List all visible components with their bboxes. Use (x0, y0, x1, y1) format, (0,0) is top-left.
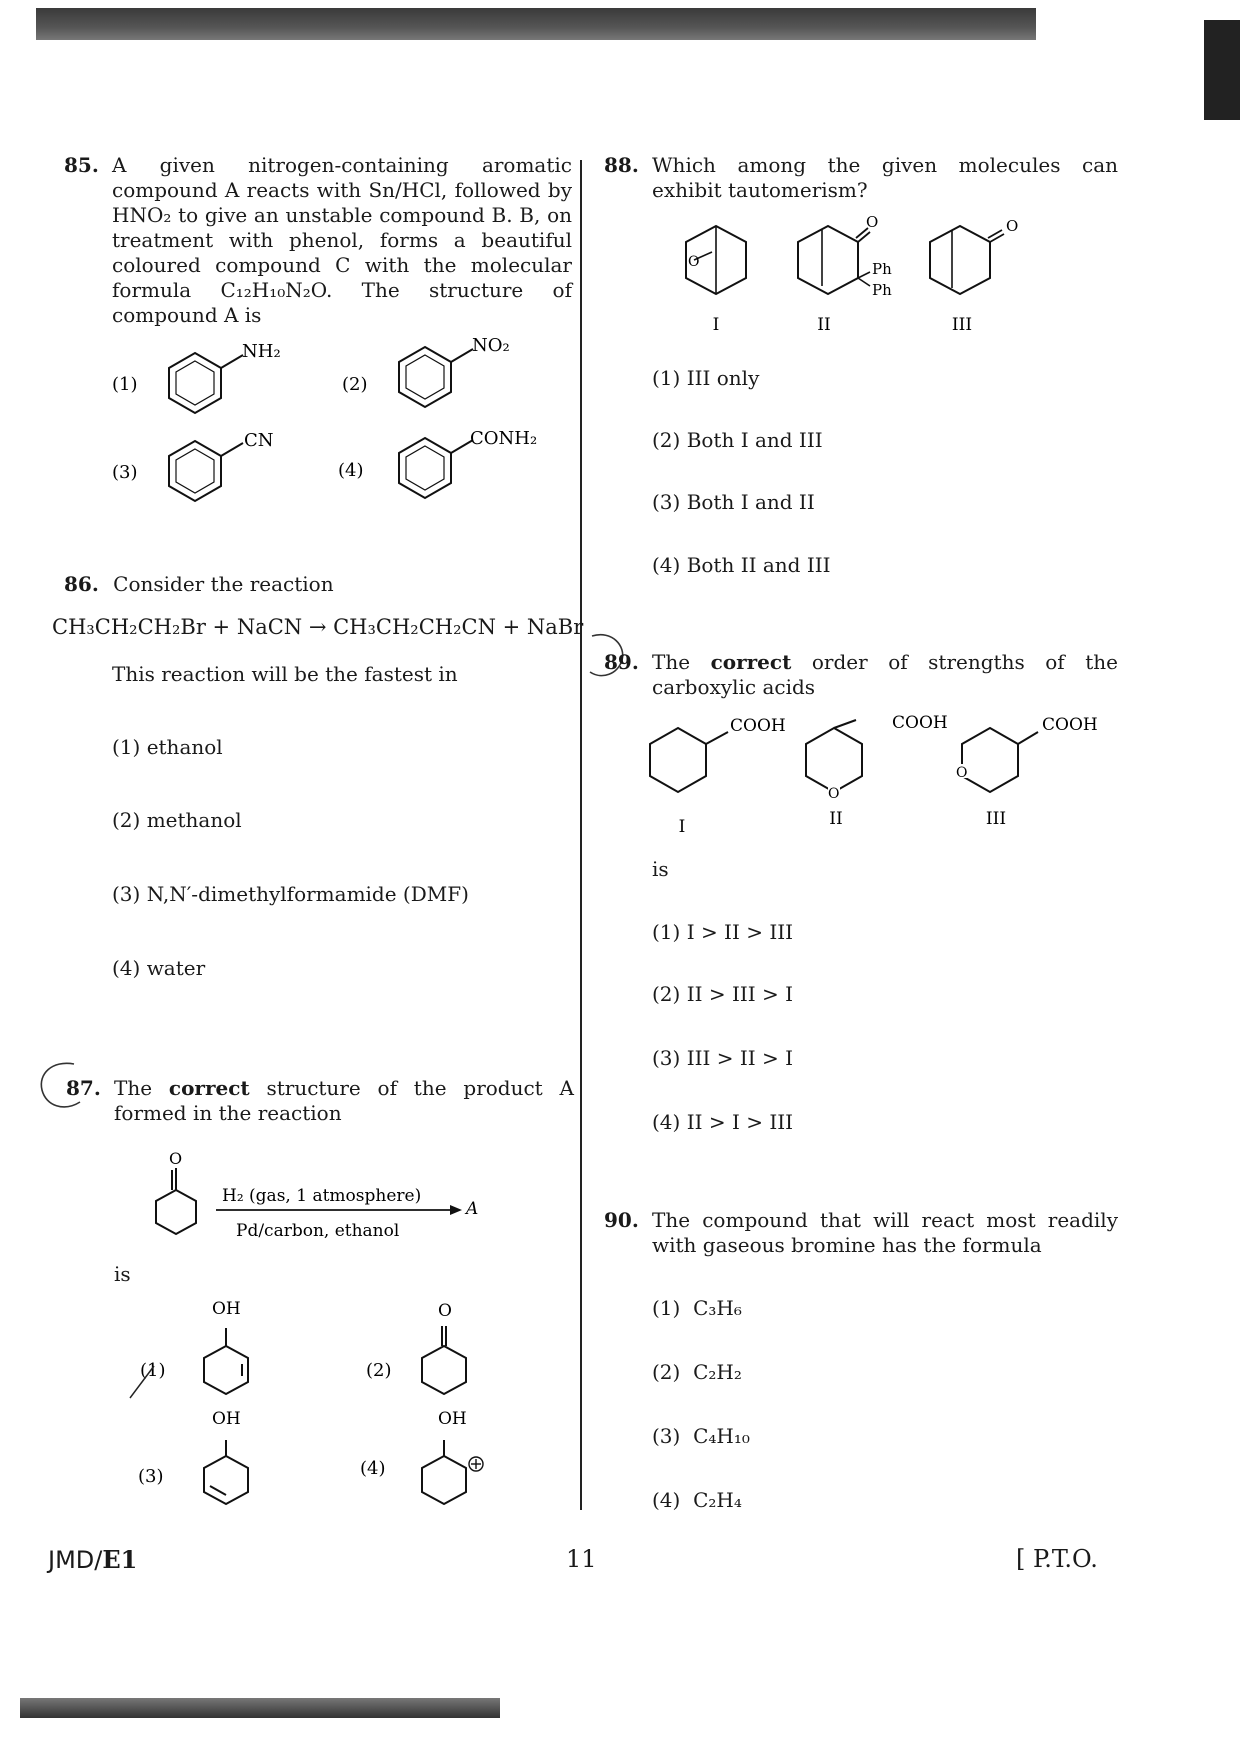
q87-options (110, 1290, 570, 1520)
option-label: (2) (342, 374, 368, 395)
scan-top-border (36, 8, 1036, 40)
benzene-ring (399, 438, 473, 498)
option-2[interactable]: (2) II > III > I (652, 982, 794, 1006)
option-3[interactable]: (3) C₄H₁₀ (652, 1424, 750, 1448)
question-88 (604, 153, 1118, 203)
product-label: A (466, 1199, 479, 1219)
svg-text:O: O (1006, 217, 1019, 235)
svg-text:OH: OH (438, 1409, 467, 1429)
option-4[interactable]: (4) water (112, 956, 206, 980)
reagent-bottom: Pd/carbon, ethanol (236, 1221, 400, 1241)
option-2[interactable]: (2) C₂H₂ (652, 1360, 742, 1384)
option-label: (3) (112, 462, 138, 483)
option-label: (2) (366, 1360, 392, 1381)
svg-text:O: O (438, 1301, 452, 1321)
svg-text:OH: OH (212, 1299, 241, 1319)
svg-text:OH: OH (212, 1409, 241, 1429)
option-3[interactable]: (3) III > II > I (652, 1046, 794, 1070)
svg-text:O: O (956, 765, 968, 781)
scan-bottom-border (20, 1698, 500, 1718)
scan-right-border (1204, 20, 1240, 120)
formula: C₃H₆ (693, 1296, 742, 1320)
q88-structures (660, 210, 1120, 340)
question-number: 87. (66, 1076, 101, 1100)
bicyclic-structure-I (686, 226, 746, 294)
formula: C₄H₁₀ (693, 1424, 750, 1448)
substituent-label: CN (244, 430, 274, 451)
structure-label: III (985, 809, 1007, 829)
cyclohexanol-cation-structure (422, 1440, 483, 1504)
option-label: (4) (338, 460, 364, 481)
structure-label: I (712, 315, 720, 335)
option-label: (1) (140, 1360, 166, 1381)
question-text: A given nitrogen-containing aromatic compound A reacts with Sn/HCl, followed by HNO₂ to give an unstable compound B. B, on treatment with phenol, forms a beautiful coloured compound C with the molecular formula C₁₂H₁₀N₂O. The structure of compound A is (112, 153, 572, 327)
svg-text:O: O (828, 786, 840, 802)
option-3[interactable]: (3) Both I and II (652, 490, 815, 514)
question-number: 88. (604, 153, 639, 177)
option-label: (1) (112, 374, 138, 395)
is-label: is (114, 1262, 131, 1286)
is-label: is (652, 857, 669, 881)
substituent-label: COOH (730, 716, 786, 736)
emphasis: correct (168, 1076, 250, 1100)
svg-text:O: O (866, 213, 879, 231)
structure-label: II (817, 315, 831, 335)
paper-code: JMD/E1 (48, 1545, 138, 1574)
emphasis: correct (710, 650, 792, 674)
question-86 (64, 572, 572, 597)
svg-text:O: O (688, 254, 700, 270)
question-text-2: This reaction will be the fastest in (112, 662, 458, 686)
question-number: 90. (604, 1208, 639, 1232)
option-4[interactable]: (4) Both II and III (652, 553, 831, 577)
structure-label: II (829, 809, 843, 829)
question-87 (66, 1076, 574, 1126)
substituent-label: CONH₂ (470, 428, 538, 449)
formula: C₂H₂ (693, 1360, 742, 1384)
option-2[interactable]: (2) Both I and III (652, 428, 823, 452)
option-1[interactable]: (1) ethanol (112, 735, 223, 759)
option-1[interactable]: (1) C₃H₆ (652, 1296, 742, 1320)
question-text: The correct structure of the product A formed in the reaction (114, 1076, 574, 1125)
benzene-ring (169, 353, 243, 413)
substituent-label: NH₂ (242, 341, 281, 362)
option-4[interactable]: (4) C₂H₄ (652, 1488, 742, 1512)
q89-structures (630, 702, 1150, 837)
question-90 (604, 1208, 1118, 1258)
option-label: (4) (360, 1458, 386, 1479)
benzene-ring (399, 347, 473, 407)
cyclohexane-acid-I (650, 728, 728, 792)
question-89 (604, 650, 1118, 700)
bicyclic-structure-II (798, 226, 870, 294)
substituent-label: NO₂ (472, 335, 510, 356)
question-text: The compound that will react most readily with gaseous bromine has the formula (652, 1208, 1118, 1257)
option-2[interactable]: (2) methanol (112, 808, 242, 832)
svg-text:O: O (169, 1149, 183, 1168)
substituent-label: COOH (892, 713, 948, 733)
cyclohexanone-structure (156, 1149, 196, 1234)
question-85 (64, 153, 572, 328)
question-text: Which among the given molecules can exhibit tautomerism? (652, 153, 1118, 202)
cyclohexenol-structure (204, 1440, 248, 1504)
oxane-acid-II (806, 720, 862, 802)
question-number: 85. (64, 153, 99, 177)
substituent-label: COOH (1042, 715, 1098, 735)
cyclohexanone-structure (422, 1326, 466, 1394)
reagent-top: H₂ (gas, 1 atmosphere) (222, 1186, 422, 1206)
option-1[interactable]: (1) III only (652, 366, 760, 390)
page-number: 11 (566, 1545, 597, 1573)
option-3[interactable]: (3) N,N′-dimethylformamide (DMF) (112, 882, 469, 906)
option-1[interactable]: (1) I > II > III (652, 920, 794, 944)
formula: C₂H₄ (693, 1488, 742, 1512)
bicyclic-structure-III (930, 226, 1004, 294)
option-label: (3) (138, 1466, 164, 1487)
benzene-ring (169, 441, 243, 501)
option-4[interactable]: (4) II > I > III (652, 1110, 794, 1134)
q87-reaction (140, 1140, 520, 1260)
question-number: 86. (64, 572, 99, 596)
pto-label: [ P.T.O. (1016, 1545, 1098, 1573)
reaction-equation: CH₃CH₂CH₂Br + NaCN → CH₃CH₂CH₂CN + NaBr (52, 615, 584, 639)
question-number: 89. (604, 650, 639, 674)
phenyl-label: Ph (872, 281, 892, 299)
phenyl-label: Ph (872, 260, 892, 278)
cyclohexenol-structure (204, 1328, 248, 1394)
oxane-acid-III (956, 728, 1038, 792)
question-text: The correct order of strengths of the carboxylic acids (652, 650, 1118, 699)
q85-structures (100, 335, 600, 515)
question-text: Consider the reaction (113, 572, 334, 596)
structure-label: III (951, 315, 973, 335)
structure-label: I (678, 817, 686, 837)
